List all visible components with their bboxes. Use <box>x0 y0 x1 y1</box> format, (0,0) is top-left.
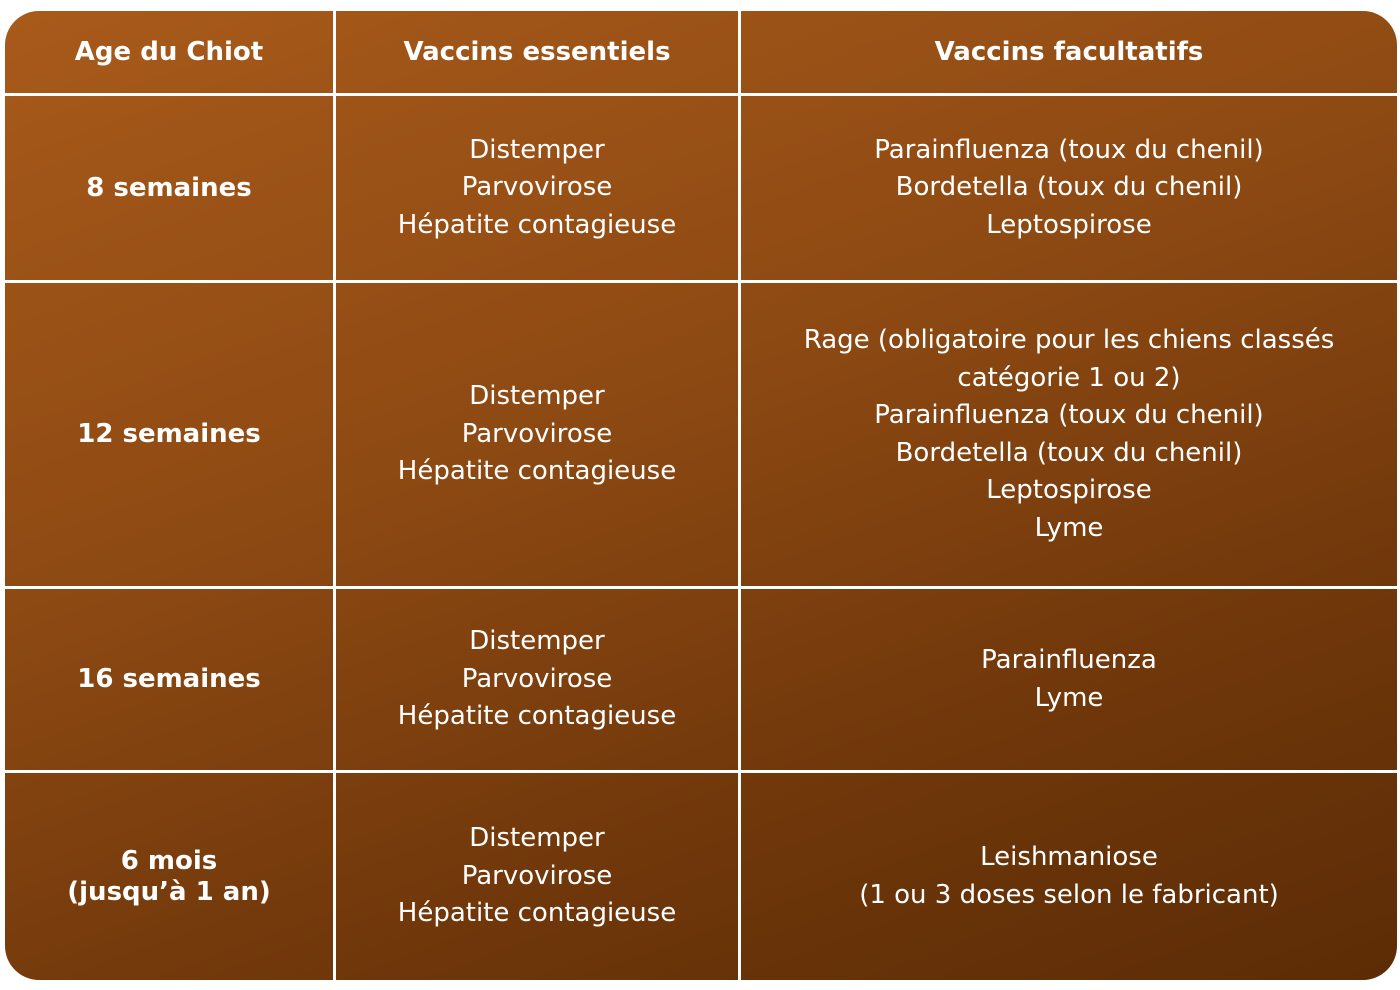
row-2-essential <box>336 283 741 589</box>
row-3-age <box>5 589 336 773</box>
list-item: Rage (obligatoire pour les chiens classés <box>803 325 1335 355</box>
optional-list <box>804 322 1335 547</box>
list-item: Parvovirose <box>461 663 613 694</box>
row-4-age <box>5 773 336 980</box>
header-age: Age du Chiot <box>5 11 336 96</box>
list-item: Distemper <box>469 134 605 165</box>
row-1-age <box>5 96 336 283</box>
age-lines <box>77 664 261 695</box>
age-line: 16 semaines <box>77 664 261 694</box>
age-line: 12 semaines <box>77 419 261 449</box>
vaccination-grid <box>5 11 1397 980</box>
row-2-age <box>5 283 336 589</box>
age-lines <box>77 419 261 450</box>
header-optional-vaccines: Vaccins facultatifs <box>741 11 1397 96</box>
list-item: Hépatite contagieuse <box>397 456 677 487</box>
age-lines <box>67 846 270 908</box>
list-item: Bordetella (toux du chenil) <box>895 437 1243 468</box>
essential-list <box>398 132 676 245</box>
list-item: catégorie 1 ou 2) <box>957 362 1181 393</box>
header-essential-vaccines: Vaccins essentiels <box>336 11 741 96</box>
row-3-essential <box>336 589 741 773</box>
optional-list <box>981 642 1157 717</box>
age-lines <box>86 173 251 204</box>
list-item: Hépatite contagieuse <box>397 209 677 240</box>
list-item: Parainfluenza (toux du chenil) <box>874 400 1264 430</box>
list-item: Leptospirose <box>986 209 1152 240</box>
optional-list <box>874 132 1263 245</box>
list-item: Hépatite contagieuse <box>397 898 677 929</box>
list-item: Lyme <box>1034 512 1104 543</box>
list-item: Distemper <box>469 626 605 657</box>
row-4-optional <box>741 773 1397 980</box>
list-item: Distemper <box>469 823 605 854</box>
optional-list <box>859 839 1279 914</box>
row-2-optional <box>741 283 1397 589</box>
essential-list <box>398 378 676 491</box>
vaccination-table <box>5 11 1397 980</box>
list-item: Leptospirose <box>986 475 1152 505</box>
row-3-optional <box>741 589 1397 773</box>
list-item: Bordetella (toux du chenil) <box>895 172 1243 203</box>
list-item: Parvovirose <box>461 418 613 449</box>
age-line: (jusqu’à 1 an) <box>67 876 271 907</box>
list-item: Parainfluenza (toux du chenil) <box>874 134 1264 165</box>
list-item: Leishmaniose <box>980 842 1158 872</box>
row-1-optional <box>741 96 1397 283</box>
essential-list <box>398 623 676 736</box>
row-4-essential <box>336 773 741 980</box>
list-item: Parvovirose <box>461 172 613 203</box>
list-item: (1 ou 3 doses selon le fabricant) <box>859 879 1279 910</box>
list-item: Parvovirose <box>461 860 613 891</box>
list-item: Lyme <box>1034 682 1104 713</box>
list-item: Hépatite contagieuse <box>397 701 677 732</box>
list-item: Distemper <box>469 381 605 412</box>
list-item: Parainfluenza <box>981 645 1157 675</box>
age-line: 6 mois <box>120 845 218 876</box>
age-line: 8 semaines <box>86 172 252 203</box>
essential-list <box>398 820 676 933</box>
row-1-essential <box>336 96 741 283</box>
